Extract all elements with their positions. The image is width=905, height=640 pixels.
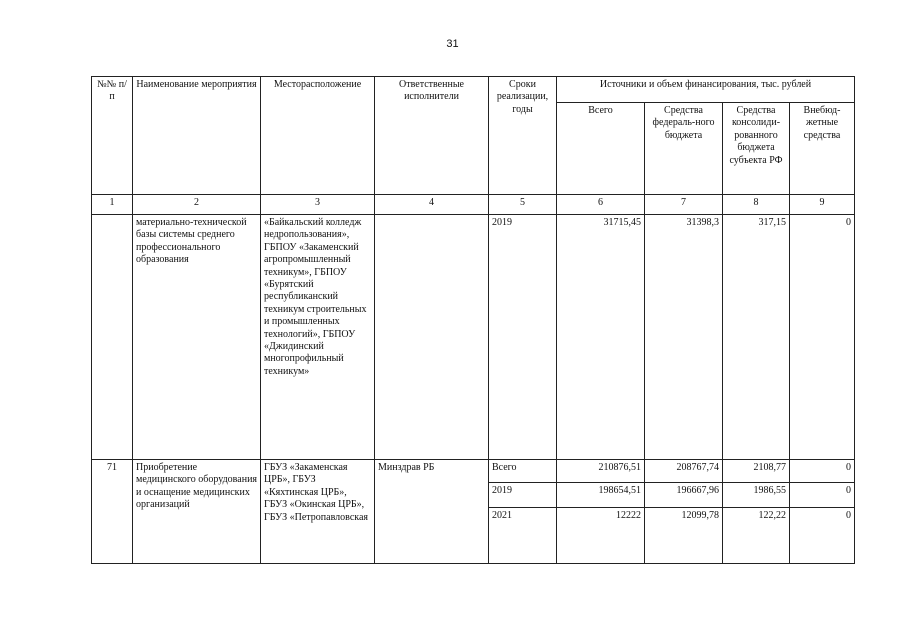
- header-executors: Ответственные исполнители: [375, 77, 489, 195]
- header-number: №№ п/п: [92, 77, 133, 195]
- extra-value: 0: [790, 483, 855, 508]
- federal-value: 31398,3: [645, 215, 723, 460]
- location: «Байкальский колледж недропользования», ГБПОУ «Закаменский агропромышленный техникум», ГБПОУ «Бурятский республиканский техникум строительных и промышленных технологий», ГБПОУ «Джидинский многопрофильный техникум»: [261, 215, 375, 460]
- header-federal-budget: Средства федераль-ного бюджета: [645, 103, 723, 195]
- executor: Минздрав РБ: [375, 460, 489, 564]
- federal-value: 208767,74: [645, 460, 723, 483]
- column-number: 1: [92, 195, 133, 215]
- total-value: 12222: [557, 508, 645, 564]
- total-value: 31715,45: [557, 215, 645, 460]
- year: Всего: [489, 460, 557, 483]
- total-value: 198654,51: [557, 483, 645, 508]
- column-number: 2: [133, 195, 261, 215]
- executor: [375, 215, 489, 460]
- regional-value: 122,22: [723, 508, 790, 564]
- page-number: 31: [446, 38, 459, 50]
- header-total: Всего: [557, 103, 645, 195]
- year: 2019: [489, 215, 557, 460]
- column-number: 8: [723, 195, 790, 215]
- header-extra-budget: Внебюд-жетные средства: [790, 103, 855, 195]
- extra-value: 0: [790, 215, 855, 460]
- funding-table: [91, 76, 855, 564]
- row-number: [92, 215, 133, 460]
- column-number: 4: [375, 195, 489, 215]
- column-number: 3: [261, 195, 375, 215]
- column-numbers-row: [92, 195, 855, 215]
- event-name: Приобретение медицинского оборудования и оснащение медицинских организаций: [133, 460, 261, 564]
- extra-value: 0: [790, 508, 855, 564]
- location: ГБУЗ «Закаменская ЦРБ», ГБУЗ «Кяхтинская ЦРБ», ГБУЗ «Окинская ЦРБ», ГБУЗ «Петропавловская: [261, 460, 375, 564]
- header-deadlines: Сроки реализации, годы: [489, 77, 557, 195]
- header-location: Месторасположение: [261, 77, 375, 195]
- header-funding-sources: Источники и объем финансирования, тыс. рублей: [557, 77, 855, 103]
- regional-value: 1986,55: [723, 483, 790, 508]
- column-number: 5: [489, 195, 557, 215]
- column-number: 9: [790, 195, 855, 215]
- table-row: [92, 460, 855, 483]
- extra-value: 0: [790, 460, 855, 483]
- column-number: 6: [557, 195, 645, 215]
- row-number: 71: [92, 460, 133, 564]
- regional-value: 2108,77: [723, 460, 790, 483]
- event-name: материально-технической базы системы среднего профессионального образования: [133, 215, 261, 460]
- federal-value: 12099,78: [645, 508, 723, 564]
- header-event-name: Наименование мероприятия: [133, 77, 261, 195]
- year: 2019: [489, 483, 557, 508]
- total-value: 210876,51: [557, 460, 645, 483]
- table-row: [92, 215, 855, 460]
- column-number: 7: [645, 195, 723, 215]
- regional-value: 317,15: [723, 215, 790, 460]
- federal-value: 196667,96: [645, 483, 723, 508]
- header-regional-budget: Средства консолиди-рованного бюджета субъекта РФ: [723, 103, 790, 195]
- year: 2021: [489, 508, 557, 564]
